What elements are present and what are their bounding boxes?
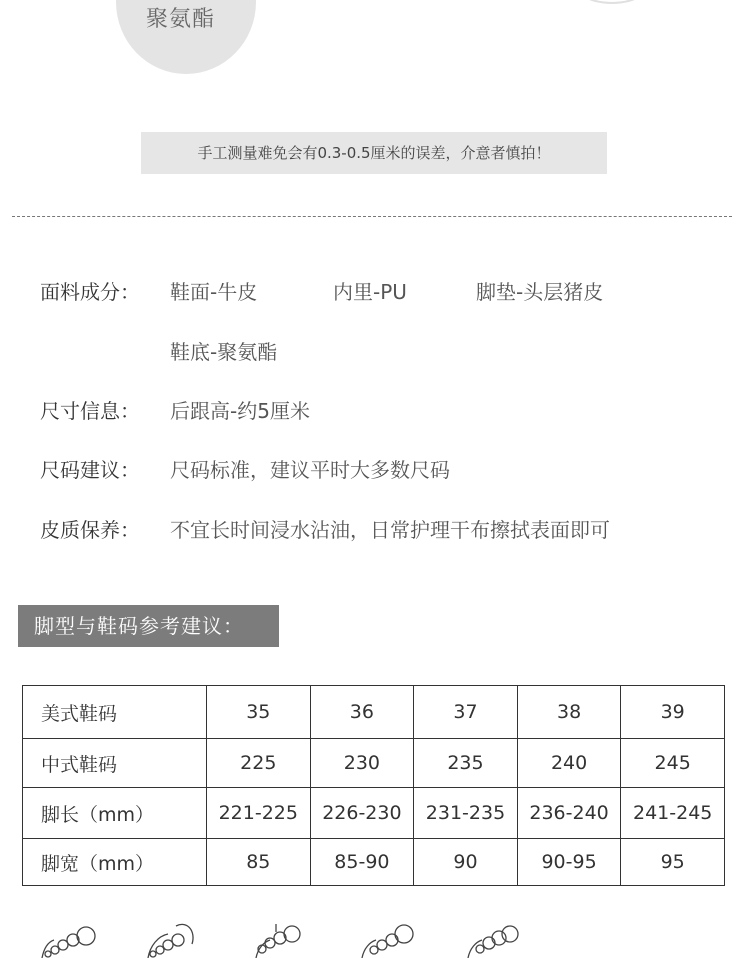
table-cell: 241-245: [621, 788, 725, 839]
table-cell: 245: [621, 739, 725, 788]
table-cell: 37: [414, 686, 518, 739]
spec-label-care: 皮质保养：: [40, 518, 140, 542]
table-cell: 221-225: [207, 788, 311, 839]
row-header: 美式鞋码: [23, 686, 207, 739]
table-cell: 235: [414, 739, 518, 788]
table-cell: 90-95: [517, 839, 621, 886]
spec-row-material: [0, 276, 750, 306]
spec-row-size-advice: [0, 454, 750, 484]
foot-icon: [42, 927, 95, 958]
foot-icon: [256, 924, 300, 958]
dashed-divider: [12, 216, 732, 217]
spec-row-size-info: [0, 395, 750, 425]
spec-value-size-advice: 尺码标准，建议平时大多数尺码: [170, 458, 450, 482]
spec-label-material: 面料成分：: [40, 280, 140, 304]
spec-row-sole: [0, 336, 750, 366]
table-cell: 236-240: [517, 788, 621, 839]
table-cell: 225: [207, 739, 311, 788]
table-cell: 36: [310, 686, 414, 739]
material-circle-label: 聚氨酯: [146, 7, 216, 32]
size-table: [22, 685, 725, 886]
spec-label-size-advice: 尺码建议：: [40, 458, 140, 482]
table-cell: 35: [207, 686, 311, 739]
size-section-title: 脚型与鞋码参考建议：: [18, 605, 279, 647]
spec-sole: 鞋底-聚氨酯: [170, 340, 278, 364]
table-row: [23, 788, 725, 839]
row-header: 中式鞋码: [23, 739, 207, 788]
table-cell: 38: [517, 686, 621, 739]
table-cell: 39: [621, 686, 725, 739]
table-cell: 90: [414, 839, 518, 886]
foot-shape-illustrations: [30, 918, 550, 958]
table-cell: 231-235: [414, 788, 518, 839]
table-cell: 230: [310, 739, 414, 788]
table-cell: 240: [517, 739, 621, 788]
table-row: [23, 686, 725, 739]
table-cell: 85: [207, 839, 311, 886]
table-row: [23, 839, 725, 886]
foot-icon: [362, 925, 413, 958]
table-cell: 95: [621, 839, 725, 886]
measurement-notice: 手工测量难免会有0.3-0.5厘米的误差，介意者慎拍！: [141, 132, 607, 174]
spec-value-size-info: 后跟高-约5厘米: [170, 399, 310, 423]
table-cell: 85-90: [310, 839, 414, 886]
spec-lining: 内里-PU: [333, 280, 407, 304]
spec-label-size-info: 尺寸信息：: [40, 399, 140, 423]
spec-row-care: [0, 514, 750, 544]
foot-icon: [148, 924, 193, 958]
spec-insole: 脚垫-头层猪皮: [476, 280, 604, 304]
table-cell: 226-230: [310, 788, 414, 839]
table-row: [23, 739, 725, 788]
spec-upper: 鞋面-牛皮: [170, 280, 258, 304]
foot-icon: [468, 926, 518, 958]
spec-value-care: 不宜长时间浸水沾油，日常护理干布擦拭表面即可: [170, 518, 610, 542]
decorative-circle: [565, 0, 659, 4]
row-header: 脚长（mm）: [23, 788, 207, 839]
row-header: 脚宽（mm）: [23, 839, 207, 886]
